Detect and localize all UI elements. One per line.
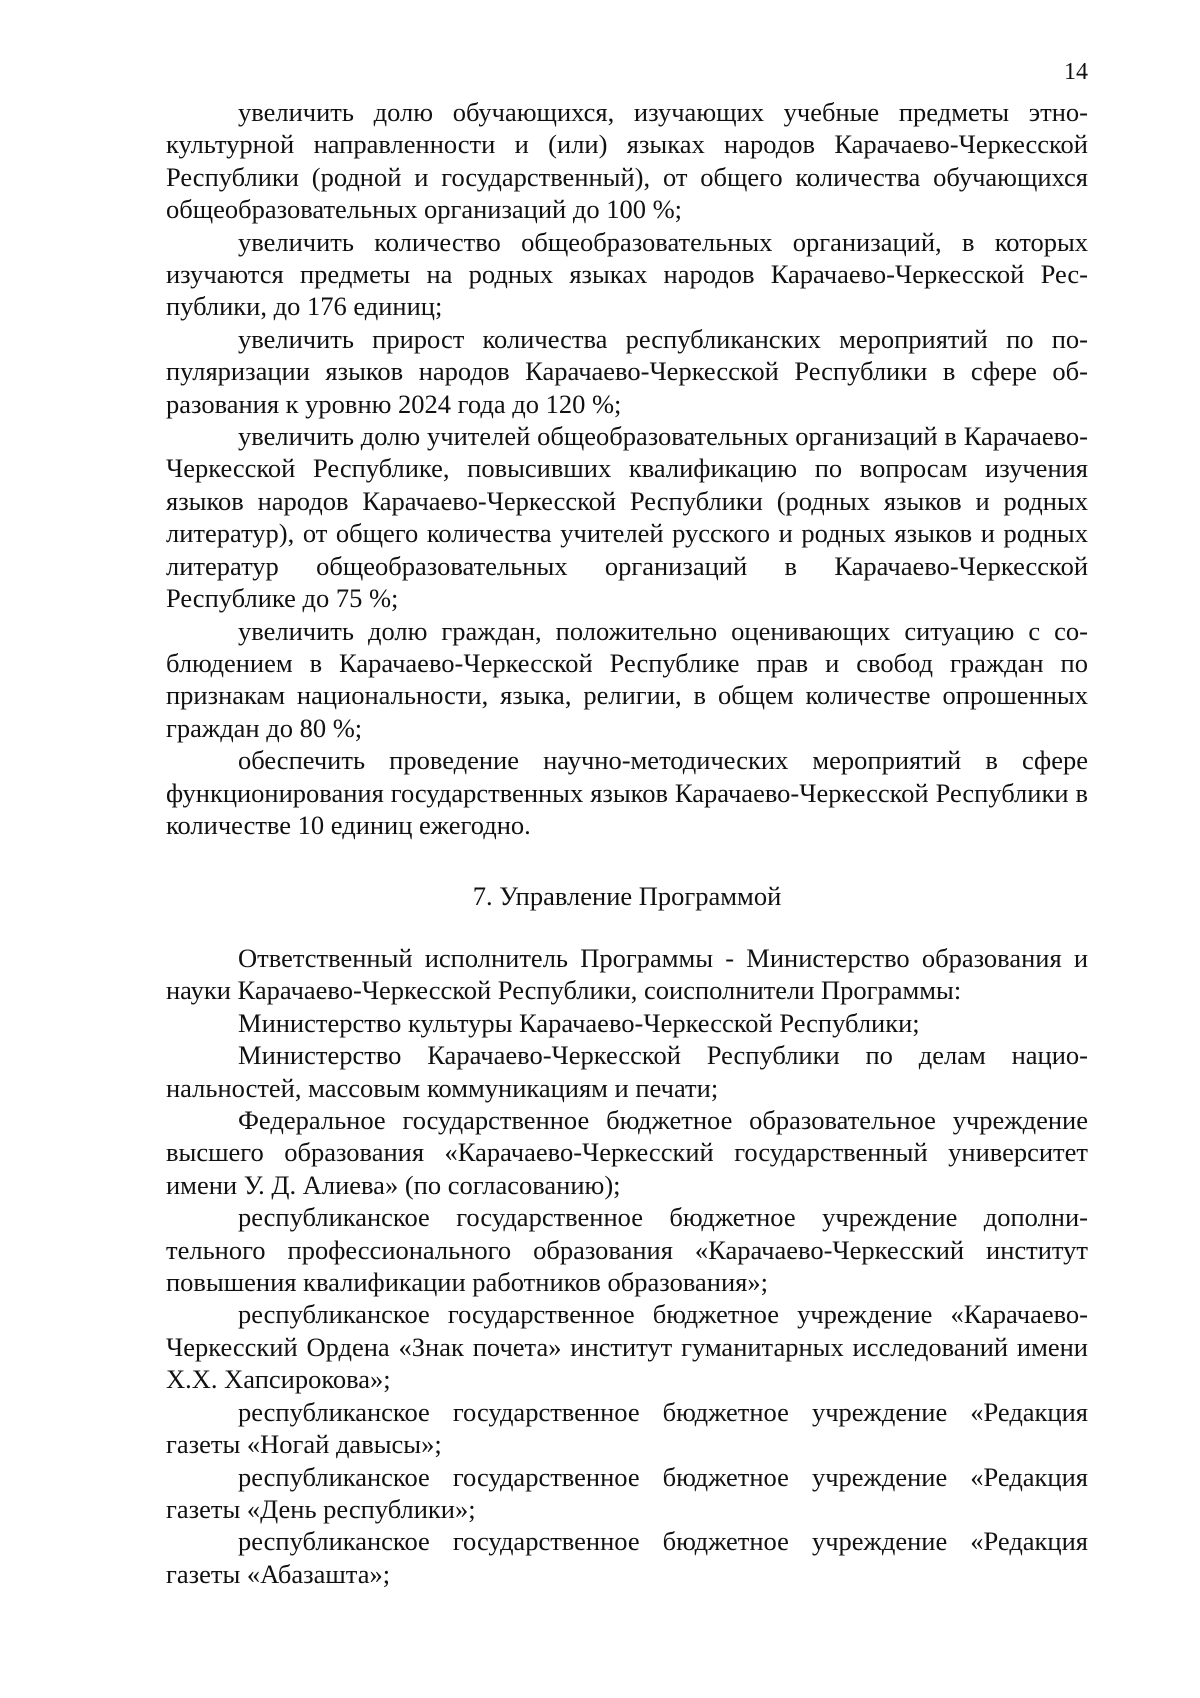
paragraph: увеличить долю учителей общеобразовательных организаций в Карачаево-Черкесской Республике, повысивших квалификацию по вопросам изучения языков народов Карачаево-Черкесской Республики (родных языков и родных литератур), от общего количества учителей русского и родных языков и родных литератур общеобразовательных организаций в Карачаево-Черкесской Республике до 75 %; xyxy=(166,421,1088,614)
paragraph: Министерство культуры Карачаево-Черкесской Республики; xyxy=(238,1007,920,1038)
paragraph: Ответственный исполнитель Программы - Министерство образования и науки Карачаево-Черкесской Республики, соисполнители Программы: xyxy=(166,943,1088,1006)
paragraph: обеспечить проведение научно-методических мероприятий в сфере функционирования государственных языков Карачаево-Черкесской Республики в количестве 10 единиц ежегодно. xyxy=(166,745,1088,840)
paragraph: увеличить долю обучающихся, изучающих учебные предметы этнокультурной направленности и (или) языках народов Карачаево-Черкесской Республики (родной и государственный), от общего количества обучающихся общеобразовательных организаций до 100 %; xyxy=(166,97,1088,225)
goals-list xyxy=(166,96,1088,841)
paragraph: республиканское государственное бюджетное учреждение «Редакция газеты «День республики»; xyxy=(166,1461,1088,1524)
paragraph: увеличить прирост количества республиканских мероприятий по популяризации языков народов Карачаево-Черкесской Республики в сфере образования к уровню 2024 года до 120 %; xyxy=(166,323,1088,419)
paragraph: увеличить количество общеобразовательных организаций, в которых изучаются предметы на родных языках народов Карачаево-Черкесской Республики, до 176 единиц; xyxy=(166,226,1088,322)
paragraph: Федеральное государственное бюджетное образовательное учреждение высшего образования «Карачаево-Черкесский государственный университет имени У. Д. Алиева» (по согласованию); xyxy=(166,1105,1088,1200)
page-number: 14 xyxy=(1064,59,1088,85)
section-heading: 7. Управление Программой xyxy=(472,881,782,911)
paragraph: республиканское государственное бюджетное учреждение «Карачаево-Черкесский Ордена «Знак почета» институт гуманитарных исследований имени Х.Х. Хапсирокова»; xyxy=(166,1299,1088,1395)
paragraph: республиканское государственное бюджетное учреждение «Редакция газеты «Абазашта»; xyxy=(166,1526,1088,1589)
paragraph: увеличить долю граждан, положительно оценивающих ситуацию с соблюдением в Карачаево-Черкесской Республике прав и свобод граждан по признакам национальности, языка, религии, в общем количестве опрошенных граждан до 80 %; xyxy=(166,615,1088,743)
paragraph: республиканское государственное бюджетное учреждение «Редакция газеты «Ногай давысы»; xyxy=(166,1396,1088,1460)
paragraph: Министерство Карачаево-Черкесской Республики по делам национальностей, массовым коммуникациям и печати; xyxy=(166,1040,1088,1103)
paragraph: республиканское государственное бюджетное учреждение дополнительного профессионального образования «Карачаево-Черкесский институт повышения квалификации работников образования»; xyxy=(166,1202,1088,1298)
executors-list xyxy=(166,942,1088,1590)
